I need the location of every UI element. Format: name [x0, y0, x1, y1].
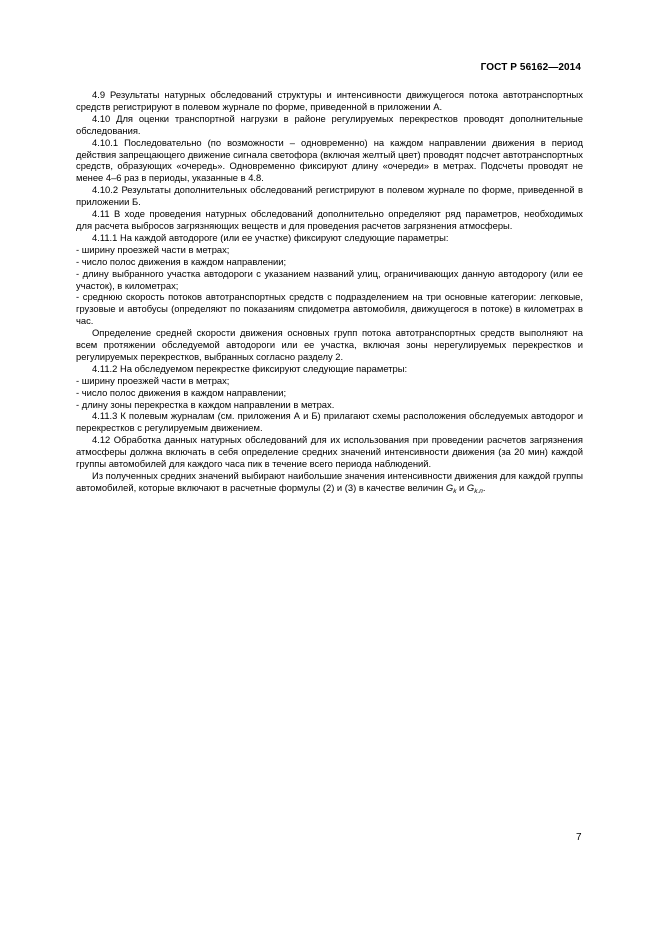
paragraph: 4.11.1 На каждой автодороге (или ее участке) фиксируют следующие параметры:: [92, 231, 449, 243]
list-item: - ширину проезжей части в метрах;: [76, 243, 230, 255]
page-number: 7: [576, 832, 582, 843]
list-item: - длину зоны перекрестка в каждом направлении в метрах.: [76, 398, 335, 410]
list-item: - ширину проезжей части в метрах;: [76, 374, 230, 386]
paragraph: Определение средней скорости движения основных групп потока автотранспортных средств выполняют на всем протяжении обследуемой автодороги или ее участка, включая зоны нерегулируемых перекрестков и регулируемых перекрестков, выбранных согласно разделу 2.: [76, 327, 583, 362]
paragraph-final: [76, 470, 583, 498]
standard-number: ГОСТ Р 56162—2014: [480, 62, 581, 73]
paragraph: 4.11.2 На обследуемом перекрестке фиксируют следующие параметры:: [92, 362, 408, 374]
paragraph: 4.11 В ходе проведения натурных обследований дополнительно определяют ряд параметров, необходимых для расчета выбросов загрязняющих веществ и для проведения расчетов загрязнения атмосферы.: [76, 208, 583, 231]
paragraph: 4.9 Результаты натурных обследований структуры и интенсивности движущегося потока автотранспортных средств регистрируют в полевом журнале по форме, приведенной в приложении А.: [76, 89, 583, 112]
final-text-after: .: [482, 481, 486, 493]
final-text-between: и: [456, 481, 467, 493]
document-body: [76, 89, 583, 498]
list-item: - длину выбранного участка автодороги с указанием названий улиц, ограничивающих данную автодорогу (или ее участок), в километрах;: [76, 267, 583, 291]
variable-g-kp: $G_{k.п}$: [466, 481, 483, 495]
paragraph: 4.10.2 Результаты дополнительных обследований регистрируют в полевом журнале по форме, приведенной в приложении Б.: [76, 184, 583, 208]
paragraph: 4.10 Для оценки транспортной нагрузки в районе регулируемых перекрестков проводят дополнительные обследования.: [76, 112, 583, 136]
paragraph: 4.12 Обработка данных натурных обследований для их использования при проведении расчетов загрязнения атмосферы должна включать в себя определение средних значений интенсивности движения (за 20 мин) каждой группы автомобилей для каждого часа пик в течение всего периода наблюдений.: [76, 434, 583, 470]
variable-g-k: $G_k$: [445, 481, 457, 495]
list-item: - число полос движения в каждом направлении;: [76, 255, 287, 267]
final-text-before: Из полученных средних значений выбирают наибольшие значения интенсивности движения для каждой группы автомобилей, которые включают в расчетные формулы (2) и (3) в качестве величин: [76, 470, 583, 493]
list-item: - число полос движения в каждом направлении;: [76, 386, 287, 398]
document-header: [481, 62, 581, 73]
paragraph: 4.10.1 Последовательно (по возможности – одновременно) на каждом направлении движения в период действия запрещающего движение сигнала светофора (включая желтый цвет) проводят подсчет автотранспортных средств, образующих «очередь». Одновременно фиксируют длину «очереди» в метрах. Подсчеты проводят не менее 4–6 раз в периоды, указанные в 4.8.: [76, 136, 583, 184]
paragraph: 4.11.3 К полевым журналам (см. приложения А и Б) прилагают схемы расположения обследуемых автодорог и перекрестков с регулируемым движением.: [76, 410, 583, 434]
list-item: - среднюю скорость потоков автотранспортных средств с подразделением на три основные категории: легковые, грузовые и автобусы (определяют по показаниям спидометра автомобиля, движущегося в потоке) в километрах в час.: [76, 291, 583, 327]
